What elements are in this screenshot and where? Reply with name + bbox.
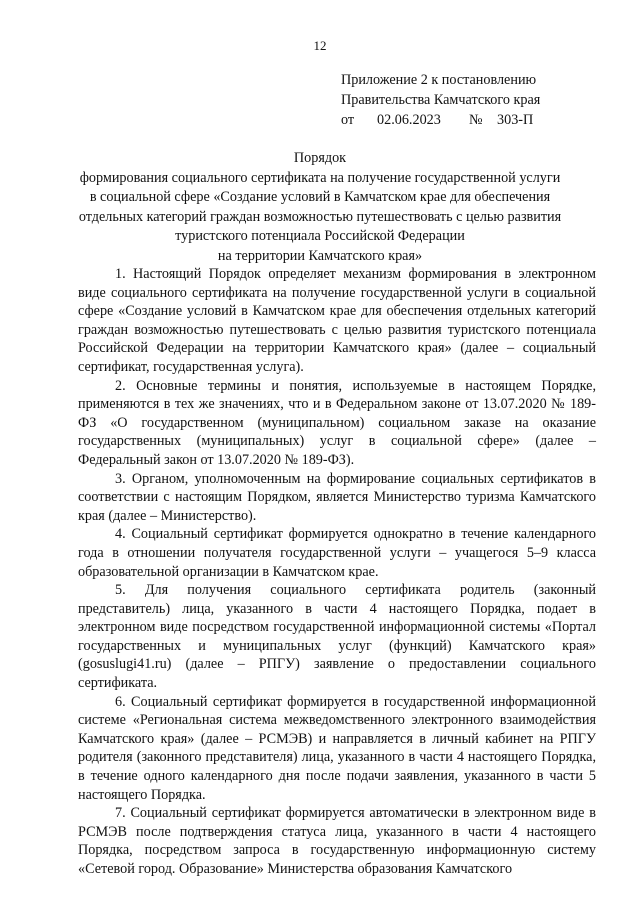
title-line: формирования социального сертификата на получение государственной услуги xyxy=(79,169,561,186)
document-title xyxy=(56,149,584,267)
document-body xyxy=(78,265,596,879)
title-line: на территории Камчатского края» xyxy=(217,247,423,264)
paragraph-7: 7. Социальный сертификат формируется автоматически в электронном виде в РСМЭВ после подтверждения статуса лица, указанного в части 4 настоящего Порядка, посредством запроса в государственную информационную систему «Сетевой город. Образование» Министерства образования Камчатского xyxy=(78,805,596,877)
paragraph-4: 4. Социальный сертификат формируется однократно в течение календарного года в отношении получателя государственной услуги – учащегося 5–9 класса образовательной организации в Камчатском крае. xyxy=(78,526,596,580)
document-date: 02.06.2023 xyxy=(377,112,441,128)
appendix-line-1: Приложение 2 к постановлению xyxy=(341,72,537,88)
title-line: в социальной сфере «Создание условий в Камчатском крае для обеспечения xyxy=(89,189,551,206)
title-heading: Порядок xyxy=(293,150,347,166)
title-line: отдельных категорий граждан возможностью путешествовать с целью развития xyxy=(78,208,562,225)
page-number: 12 xyxy=(313,38,327,53)
paragraph-3: 3. Органом, уполномоченным на формирование социальных сертификатов в соответствии с настоящим Порядком, является Министерство туризма Камчатского края (далее – Министерство). xyxy=(78,470,596,524)
date-label: от xyxy=(341,112,355,128)
appendix-line-2: Правительства Камчатского края xyxy=(341,92,541,108)
paragraph-1: 1. Настоящий Порядок определяет механизм формирования в электронном виде социального сертификата на получение государственной услуги в социальной сфере «Создание условий в Камчатском крае для обеспечения отдельных категорий граждан возможностью путешествовать с целью развития туристского потенциала Российской Федерации на территории Камчатского края» (далее – социальный сертификат, государственная услуга). xyxy=(78,266,596,375)
paragraph-6: 6. Социальный сертификат формируется в государственной информационной системе «Региональная система межведомственного электронного взаимодействия Камчатского края» (далее – РСМЭВ) и направляется в личный кабинет на РПГУ родителя (законного представителя) лица, указанного в части 4 настоящего Порядка, в течение одного календарного дня после подачи заявления, указанного в части 5 настоящего Порядка. xyxy=(78,693,596,803)
document-number: 303-П xyxy=(497,112,534,128)
title-line: туристского потенциала Российской Федерации xyxy=(175,228,465,245)
number-label: № xyxy=(469,112,483,128)
appendix-header xyxy=(341,70,540,130)
paragraph-5: 5. Для получения социального сертификата родитель (законный представитель) лица, указанного в части 4 настоящего Порядка, подает в электронном виде посредством государственной информационной системы «Портал государственных и муниципальных услуг (функций) Камчатского края» (gosuslugi41.ru) (далее – РПГУ) заявление о предоставлении социального сертификата. xyxy=(78,582,596,692)
appendix-date-line xyxy=(341,110,540,130)
paragraph-2: 2. Основные термины и понятия, используемые в настоящем Порядке, применяются в тех же значениях, что и в Федеральном законе от 13.07.2020 № 189-ФЗ «О государственном (муниципальном) социальном заказе на оказание государственных (муниципальных) услуг в социальной сфере» (далее – Федеральный закон от 13.07.2020 № 189-ФЗ). xyxy=(78,377,596,468)
